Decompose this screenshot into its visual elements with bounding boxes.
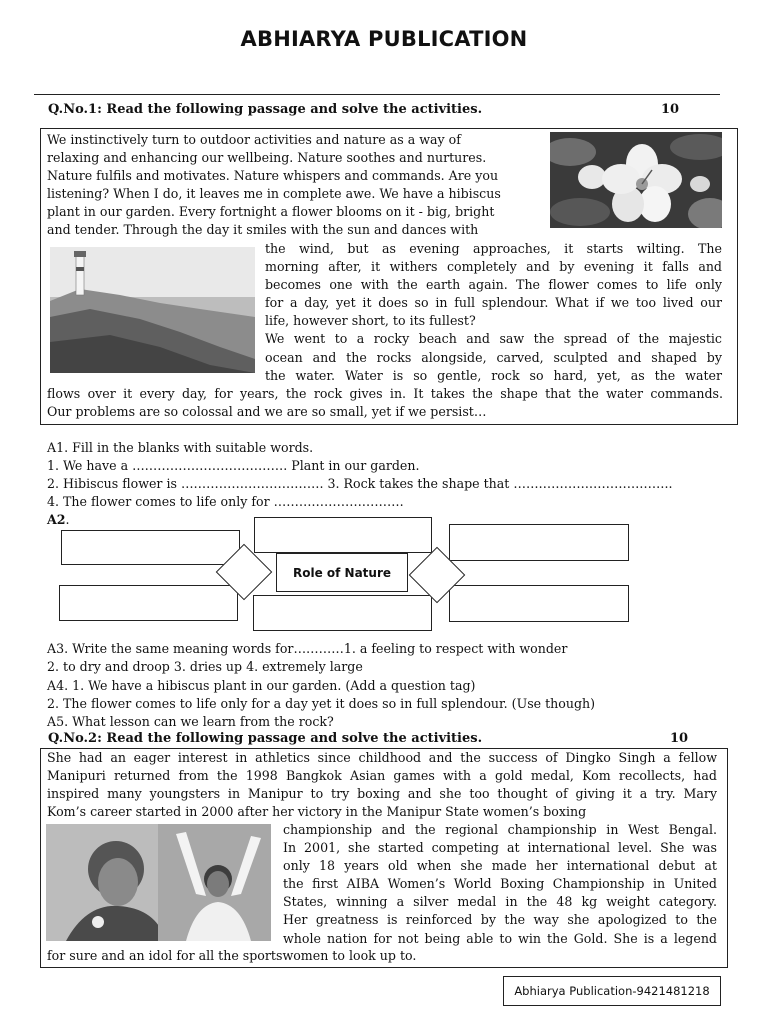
- hibiscus-photo: [550, 132, 722, 228]
- mindmap-center-role-of-nature: Role of Nature: [276, 553, 408, 592]
- passage-line: the wind, but as evening approaches, it starts wilting. The: [265, 241, 722, 256]
- q1-passage-bottom: [47, 385, 723, 421]
- passage-line: Nature fulfils and motivates. Nature whispers and commands. Are you: [47, 168, 499, 184]
- passage-line: Kom’s career started in 2000 after her victory in the Manipur State women’s boxing: [47, 804, 587, 820]
- passage-line: Her greatness is reinforced by the way she apologized to the: [283, 912, 717, 928]
- a3-line-2: 2. to dry and droop 3. dries up 4. extremely large: [47, 659, 363, 674]
- q1-passage-mid: [265, 240, 722, 385]
- q2-passage-mid: [283, 821, 717, 948]
- passage-line: flows over it every day, for years, the rock gives in. It takes the shape that the water commands.: [47, 386, 723, 401]
- passage-line: becomes one with the earth again. The flower comes to life only: [265, 277, 722, 293]
- a2-label: A2: [47, 512, 66, 527]
- a1-heading: A1. Fill in the blanks with suitable words.: [47, 440, 314, 455]
- mindmap-box-bottom-right[interactable]: [449, 585, 629, 622]
- a4-line-1: A4. 1. We have a hibiscus plant in our garden. (Add a question tag): [47, 678, 476, 693]
- passage-line: In 2001, she started competing at international level. She was: [283, 840, 717, 856]
- passage-line: We instinctively turn to outdoor activities and nature as a way of: [47, 132, 461, 147]
- passage-line: She had an eager interest in athletics since childhood and the success of Dingko Singh a fellow: [47, 750, 717, 765]
- title-divider: [34, 94, 720, 95]
- passage-line: Manipuri returned from the 1998 Bangkok Asian games with a gold medal, Kom recollects, had: [47, 768, 717, 784]
- a1-blank-1: 1. We have a ………………………………. Plant in our garden.: [47, 458, 420, 473]
- q1-passage-top: [47, 131, 537, 240]
- passage-line: morning after, it withers completely and by evening it falls and: [265, 259, 722, 275]
- passage-line: life, however short, to its fullest?: [265, 313, 476, 329]
- passage-line: whole nation for not being able to win the Gold. She is a legend: [283, 930, 717, 946]
- a2-label-dot: .: [65, 512, 70, 527]
- passage-line: and tender. Through the day it smiles with the sun and dances with: [47, 222, 479, 238]
- passage-line: only 18 years old when she made her international debut at: [283, 858, 717, 874]
- lighthouse-photo: [50, 247, 255, 373]
- passage-line: the water. Water is so gentle, rock so hard, yet, as the water: [265, 367, 722, 383]
- q2-heading: Q.No.2: Read the following passage and solve the activities.: [48, 731, 483, 746]
- passage-line: ocean and the rocks alongside, carved, sculpted and shaped by: [265, 349, 722, 365]
- passage-line: the first AIBA Women’s World Boxing Championship in United: [283, 876, 717, 892]
- mindmap-box-top-right[interactable]: [449, 524, 629, 561]
- q2-passage-bottom: [47, 947, 717, 965]
- passage-line: plant in our garden. Every fortnight a flower blooms on it - big, bright: [47, 204, 495, 220]
- q2-passage-top: [47, 749, 717, 821]
- passage-line: We went to a rocky beach and saw the spread of the majestic: [265, 331, 722, 347]
- a4-line-2: 2. The flower comes to life only for a day yet it does so in full splendour. (Use though): [47, 696, 596, 711]
- passage-line: Our problems are so colossal and we are so small, yet if we persist…: [47, 404, 487, 420]
- a3-line-1: A3. Write the same meaning words for…………1. a feeling to respect with wonder: [47, 641, 568, 656]
- page-title: ABHIARYA PUBLICATION: [240, 27, 528, 51]
- mindmap-box-top-left[interactable]: [61, 530, 240, 565]
- mindmap-box-bottom-center[interactable]: [253, 595, 432, 631]
- a1-blank-2-3: 2. Hibiscus flower is ……………………………. 3. Rock takes the shape that ………………………………..: [47, 476, 673, 491]
- passage-line: championship and the regional championship in West Bengal.: [283, 822, 717, 837]
- passage-line: listening? When I do, it leaves me in complete awe. We have a hibiscus: [47, 186, 501, 202]
- passage-line: inspired many youngsters in Manipur to try boxing and she too thought of giving it a try. Mary: [47, 786, 717, 802]
- passage-line: States, winning a silver medal in the 48 kg weight category.: [283, 894, 717, 910]
- q1-heading: Q.No.1: Read the following passage and solve the activities.: [48, 102, 483, 117]
- a2-heading: [47, 512, 70, 527]
- q2-marks: 10: [670, 731, 689, 746]
- mindmap-box-top-center[interactable]: [254, 517, 432, 553]
- mindmap-box-bottom-left[interactable]: [59, 585, 238, 621]
- boxer-photo: [46, 824, 271, 941]
- footer-publisher-contact: Abhiarya Publication-9421481218: [503, 976, 721, 1006]
- passage-line: for sure and an idol for all the sportswomen to look up to.: [47, 948, 417, 963]
- a1-blank-4: 4. The flower comes to life only for ………………………….: [47, 494, 404, 509]
- passage-line: for a day, yet it does so in full splendour. What if we too lived our: [265, 295, 722, 311]
- passage-line: relaxing and enhancing our wellbeing. Nature soothes and nurtures.: [47, 150, 487, 166]
- a5-line-1: A5. What lesson can we learn from the rock?: [47, 714, 334, 729]
- q1-marks: 10: [661, 102, 680, 117]
